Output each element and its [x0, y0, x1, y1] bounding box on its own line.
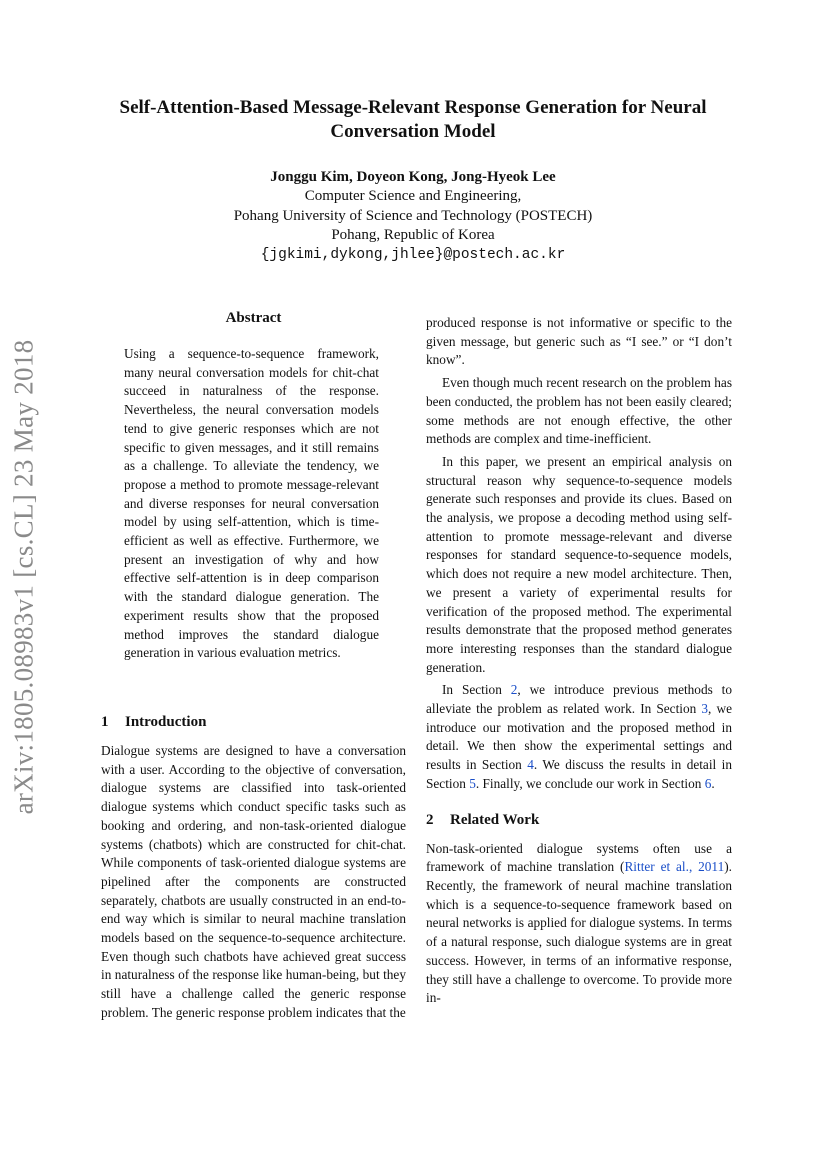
section-number: 1	[101, 714, 109, 730]
intro-paragraph-3: In this paper, we present an empirical analysis on structural reason why sequence-to-sequence models generate such responses and provide its clues. Based on the analysis, we propose a decoding method using self-attention to promote message-relevant and diverse responses for standard sequence-to-sequence models, which does not require a new model architecture. Then, we present a variety of experimental results for verification of the proposed method. The experimental results demonstrate that the proposed method generates more interesting responses than the standard dialogue generation.	[426, 453, 732, 675]
section-4-link[interactable]: 4	[527, 757, 534, 773]
text-run: .	[711, 775, 715, 791]
section-heading-related-work	[426, 810, 732, 830]
intro-paragraph-1: Dialogue systems are designed to have a conversation with a user. According to the objective of conversation, dialogue systems are classified into task-oriented dialogue systems which conduct specific tasks such as booking and ordering, and non-task-oriented dialogue systems (chatbots) which are constructed for chit-chat. While components of task-oriented dialogue systems are pipelined after the components are constructed separately, chatbots are usually constructed in an end-to-end way which is similar to neural machine translation models based on the sequence-to-sequence architecture. Even though such chatbots have achieved great success in naturalness of the response like human-being, but they still have a challenge called the generic response problem. The generic response problem indicates that the	[101, 743, 406, 1020]
right-column	[426, 314, 732, 1008]
abstract-text	[124, 345, 379, 663]
intro-paragraph-1-continued: produced response is not informative or specific to the given message, but generic such as “I see.” or “I don’t know”.	[426, 315, 732, 368]
section-3-link[interactable]: 3	[701, 701, 709, 717]
section-number: 2	[426, 811, 434, 828]
author-emails: {jgkimi,dykong,jhlee}@postech.ac.kr	[260, 246, 566, 263]
section-2-link[interactable]: 2	[510, 682, 518, 698]
section-title: Introduction	[125, 714, 207, 730]
intro-paragraph-4	[426, 681, 732, 793]
text-run: , we introduce our motivation and the proposed method in detail. We then show the experimental settings and results in Section	[426, 701, 732, 773]
paper-title: Self-Attention-Based Message-Relevant Response Generation for Neural Conversation Model	[119, 97, 707, 142]
section-6-link[interactable]: 6	[704, 775, 712, 791]
section-heading-introduction	[101, 712, 406, 732]
section-5-link[interactable]: 5	[469, 775, 476, 791]
text-run: In Section	[442, 682, 511, 698]
affiliation-block	[95, 187, 731, 265]
arxiv-identifier-stamp	[2, 322, 46, 832]
affiliation-location: Pohang, Republic of Korea	[331, 227, 495, 243]
abstract-heading: Abstract	[225, 310, 282, 326]
text-run: , we introduce previous methods to alleviate the problem as related work. In Section	[426, 682, 733, 717]
text-run: Non-task-oriented dialogue systems often use a framework of machine translation (	[426, 840, 732, 875]
intro-paragraph-2: Even though much recent research on the problem has been conducted, the problem has not been easily cleared; some methods are not enough effective, the other methods are complex and time-inefficient.	[426, 375, 732, 447]
text-run: . We discuss the results in detail in Section	[426, 757, 732, 791]
arxiv-stamp-text: arXiv:1805.08983v1 [cs.CL] 23 May 2018	[8, 339, 39, 815]
affiliation-department: Computer Science and Engineering,	[304, 188, 522, 204]
affiliation-university: Pohang University of Science and Technology (POSTECH)	[233, 207, 593, 224]
text-run: . Finally, we conclude our work in Section	[475, 775, 705, 791]
text-run: ). Recently, the framework of neural machine translation which is a sequence-to-sequence framework based on neural networks is applied for dialogue systems. In terms of a natural response, such dialogue systems are in great success. However, in terms of an informative response, they still have a challenge to overcome. To provide more in-	[426, 859, 732, 1006]
section-title: Related Work	[450, 811, 540, 828]
section-spacer	[426, 794, 732, 810]
left-column	[101, 712, 406, 1023]
citation-ritter-2011[interactable]: Ritter et al., 2011	[624, 859, 725, 875]
abstract-paragraph: Using a sequence-to-sequence framework, many neural conversation models for chit-chat succeed in naturalness of the response. Nevertheless, the neural conversation models tend to give generic responses which are not specific to given messages, and it still remains as a challenge. To alleviate the tendency, we propose a method to promote message-relevant and diverse responses for neural conversation model by using self-attention, which is time-efficient as well as effective. Furthermore, we present an investigation of why and how effective self-attention is in deep comparison with the standard dialogue generation. The experiment results show that the proposed method improves the standard dialogue generation in various evaluation metrics.	[124, 346, 379, 661]
related-paragraph-1	[426, 840, 732, 1008]
author-list: Jonggu Kim, Doyeon Kong, Jong-Hyeok Lee	[270, 169, 556, 185]
